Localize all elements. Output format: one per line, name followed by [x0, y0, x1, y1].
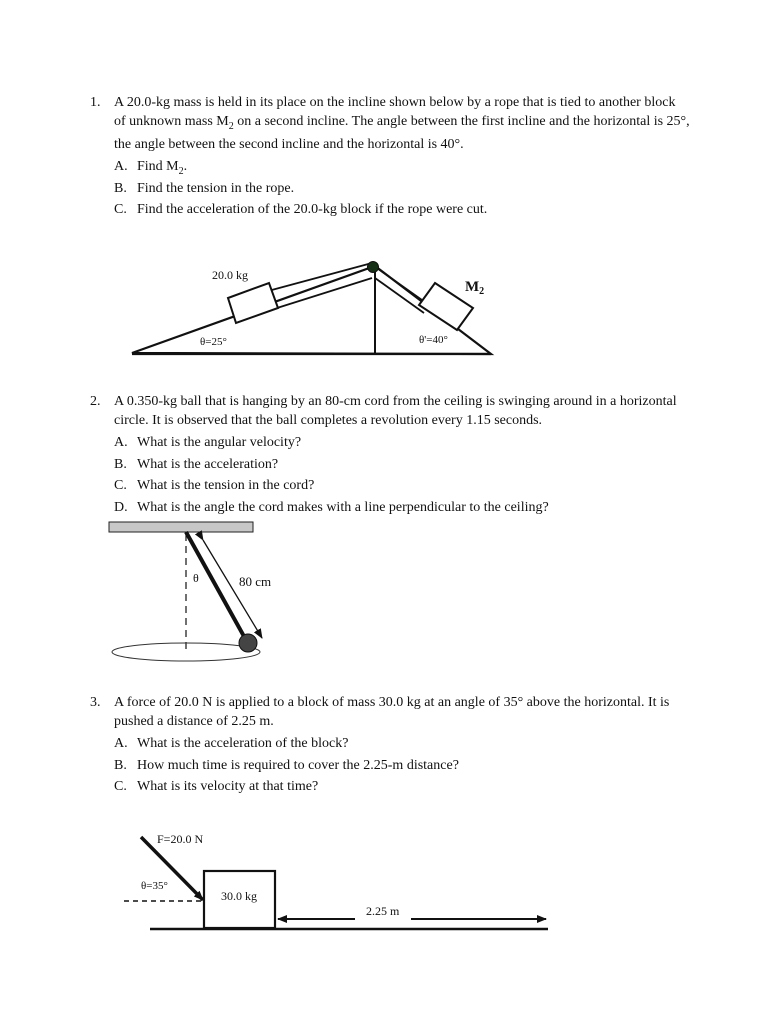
push-block-figure [124, 832, 548, 929]
rope-right-upper [374, 266, 429, 305]
sub-question-b: B. Find the tension in the rope. [114, 180, 295, 196]
sub-question-c: C. Find the acceleration of the 20.0-kg block if the rope were cut. [114, 202, 488, 218]
pulley [368, 262, 379, 273]
pendulum-figure [109, 522, 271, 661]
sub-question-a: A. Find $M_2$. [114, 159, 188, 178]
problem-number: 1. [90, 95, 101, 110]
block-20kg-label: 20.0 kg [212, 268, 248, 282]
sub-question-a: A. What is the acceleration of the block? [114, 736, 349, 751]
cord-length-label: 80 cm [239, 574, 272, 589]
force-label: F=20.0 N [157, 832, 204, 846]
pendulum-angle-label: θ [193, 571, 199, 585]
problem-statement: A 0.350-kg ball that is hanging by an 80-cm cord from the ceiling is swinging around in a horizontal circle. It is observed that the ball completes a revolution every 1.15 seconds. A. What is the angular velocity? B. What is the acceleration? C. What is the tension in the cord? D. What is the angle the cord makes with a line perpendicular to the ceiling? [114, 393, 690, 520]
cord [186, 532, 246, 640]
rope-left-lower [277, 278, 372, 308]
angle-theta-prime-label: θ'=40° [419, 334, 448, 346]
problem-statement: A force of 20.0 N is applied to a block of mass 30.0 kg at an angle of 35° above the horizontal. It is pushed a distance of 2.25 m. A. What is the acceleration of the block? B. How much time is required to cover the 2.25-m distance? C. What is its velocity at that time? [114, 694, 690, 800]
sub-question-c: C. What is the tension in the cord? [114, 478, 315, 493]
ceiling [109, 522, 253, 532]
sub-question-a: A. What is the angular velocity? [114, 435, 302, 450]
block-20kg [228, 283, 278, 323]
problem-number: 3. [90, 695, 101, 710]
distance-label: 2.25 m [366, 904, 400, 918]
force-angle-label: θ=35° [141, 880, 168, 892]
sub-question-b: B. What is the acceleration? [114, 456, 279, 472]
sub-question-b: B. How much time is required to cover the 2.25-m distance? [114, 757, 459, 773]
problem-statement: A 20.0-kg mass is held in its place on the incline shown below by a rope that is tied to another block of unknown mass $M_2$ on a second incline. The angle between the first incline and the horizontal is 25°, the angle between the second incline and the horizontal is 40°. A. Find $M_2$. B. Find the tension in the rope. C. Find the acceleration of the 20.0-kg block if the rope were cut. [114, 94, 690, 223]
angle-theta-label: θ=25° [200, 336, 227, 348]
block-30kg-label: 30.0 kg [221, 889, 257, 903]
problem-number: 2. [90, 394, 101, 409]
sub-question-d: D. What is the angle the cord makes with a line perpendicular to the ceiling? [114, 499, 549, 515]
sub-question-c: C. What is its velocity at that time? [114, 779, 319, 794]
block-m2-label: $M_2$ [465, 279, 485, 297]
ball [239, 634, 257, 652]
incline-figure [132, 262, 491, 355]
length-arrow [203, 540, 262, 638]
